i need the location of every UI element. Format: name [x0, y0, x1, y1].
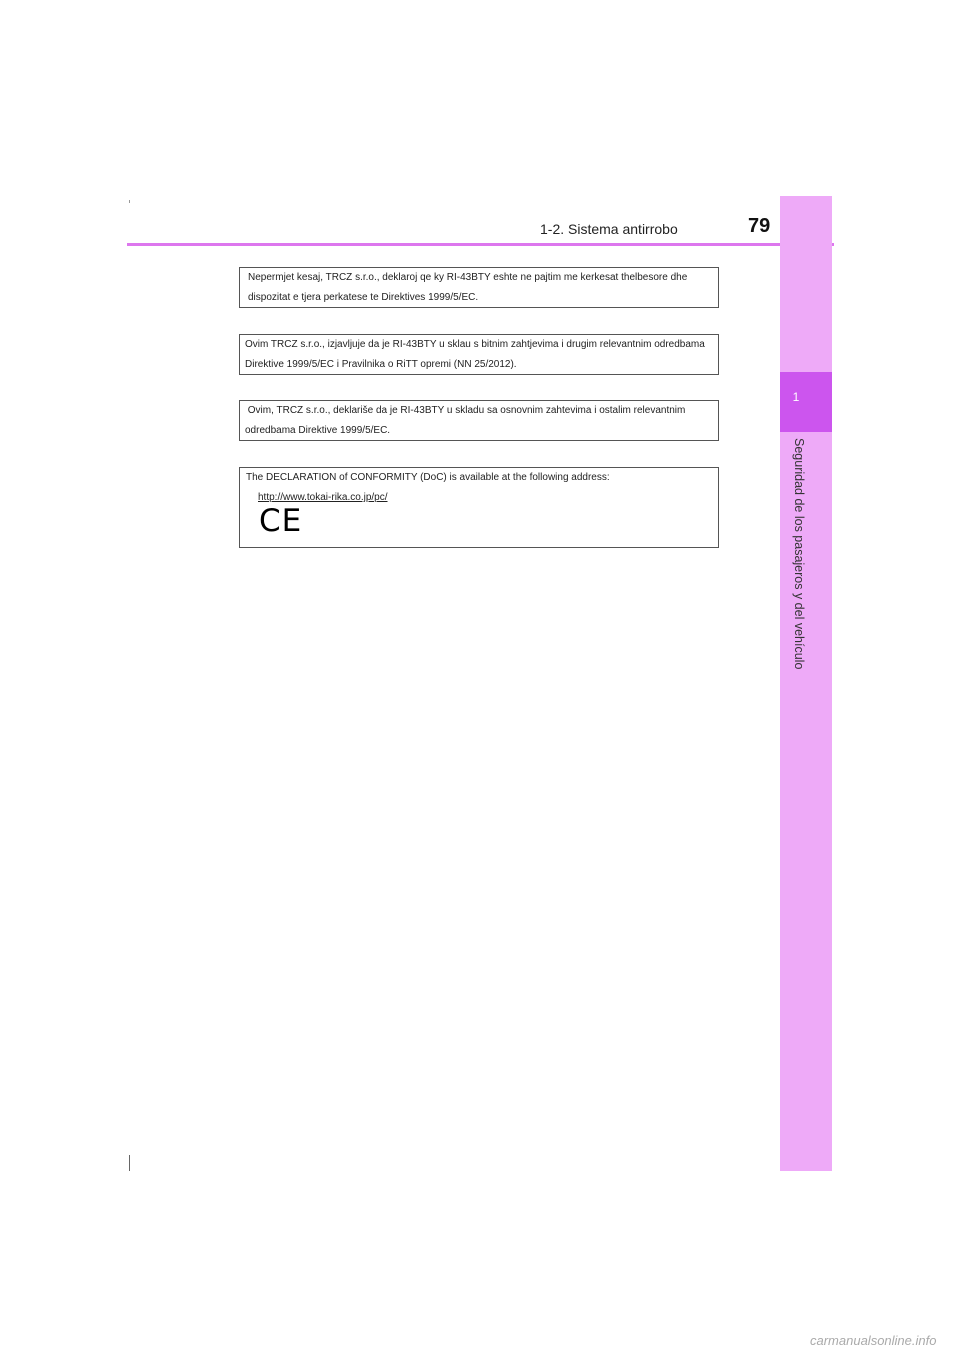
notice-line: Direktive 1999/5/EC i Pravilnika o RiTT opremi (NN 25/2012).	[245, 359, 517, 370]
margin-mark	[129, 200, 130, 203]
section-title: 1-2. Sistema antirrobo	[540, 221, 678, 237]
ce-mark-icon: CE	[259, 503, 303, 539]
notice-line: odredbama Direktive 1999/5/EC.	[245, 425, 391, 436]
margin-mark	[129, 1155, 130, 1171]
declaration-link[interactable]: http://www.tokai-rika.co.jp/pc/	[258, 492, 388, 503]
notice-declaration	[239, 467, 719, 548]
chapter-number: 1	[792, 390, 800, 404]
notice-line: Ovim, TRCZ s.r.o., deklariše da je RI-43BTY u skladu sa osnovnim zahtevima i ostalim relevantnim	[245, 405, 686, 416]
page-number: 79	[748, 215, 771, 237]
notice-croatian	[239, 334, 719, 375]
chapter-title: Seguridad de los pasajeros y del vehículo	[792, 438, 806, 670]
notice-albanian	[239, 267, 719, 308]
header-rule	[127, 243, 834, 246]
notice-line: Ovim TRCZ s.r.o., izjavljuje da je RI-43BTY u sklau s bitnim zahtjevima i drugim relevantnim odredbama	[245, 339, 705, 350]
notice-serbian	[239, 400, 719, 441]
notice-line: dispozitat e tjera perkatese te Direktives 1999/5/EC.	[248, 292, 479, 303]
notice-line: The DECLARATION of CONFORMITY (DoC) is available at the following address:	[246, 472, 610, 483]
notice-line: Nepermjet kesaj, TRCZ s.r.o., deklaroj qe ky RI-43BTY eshte ne pajtim me kerkesat thelbesore dhe	[248, 272, 688, 283]
footer-watermark: carmanualsonline.info	[810, 1333, 937, 1348]
